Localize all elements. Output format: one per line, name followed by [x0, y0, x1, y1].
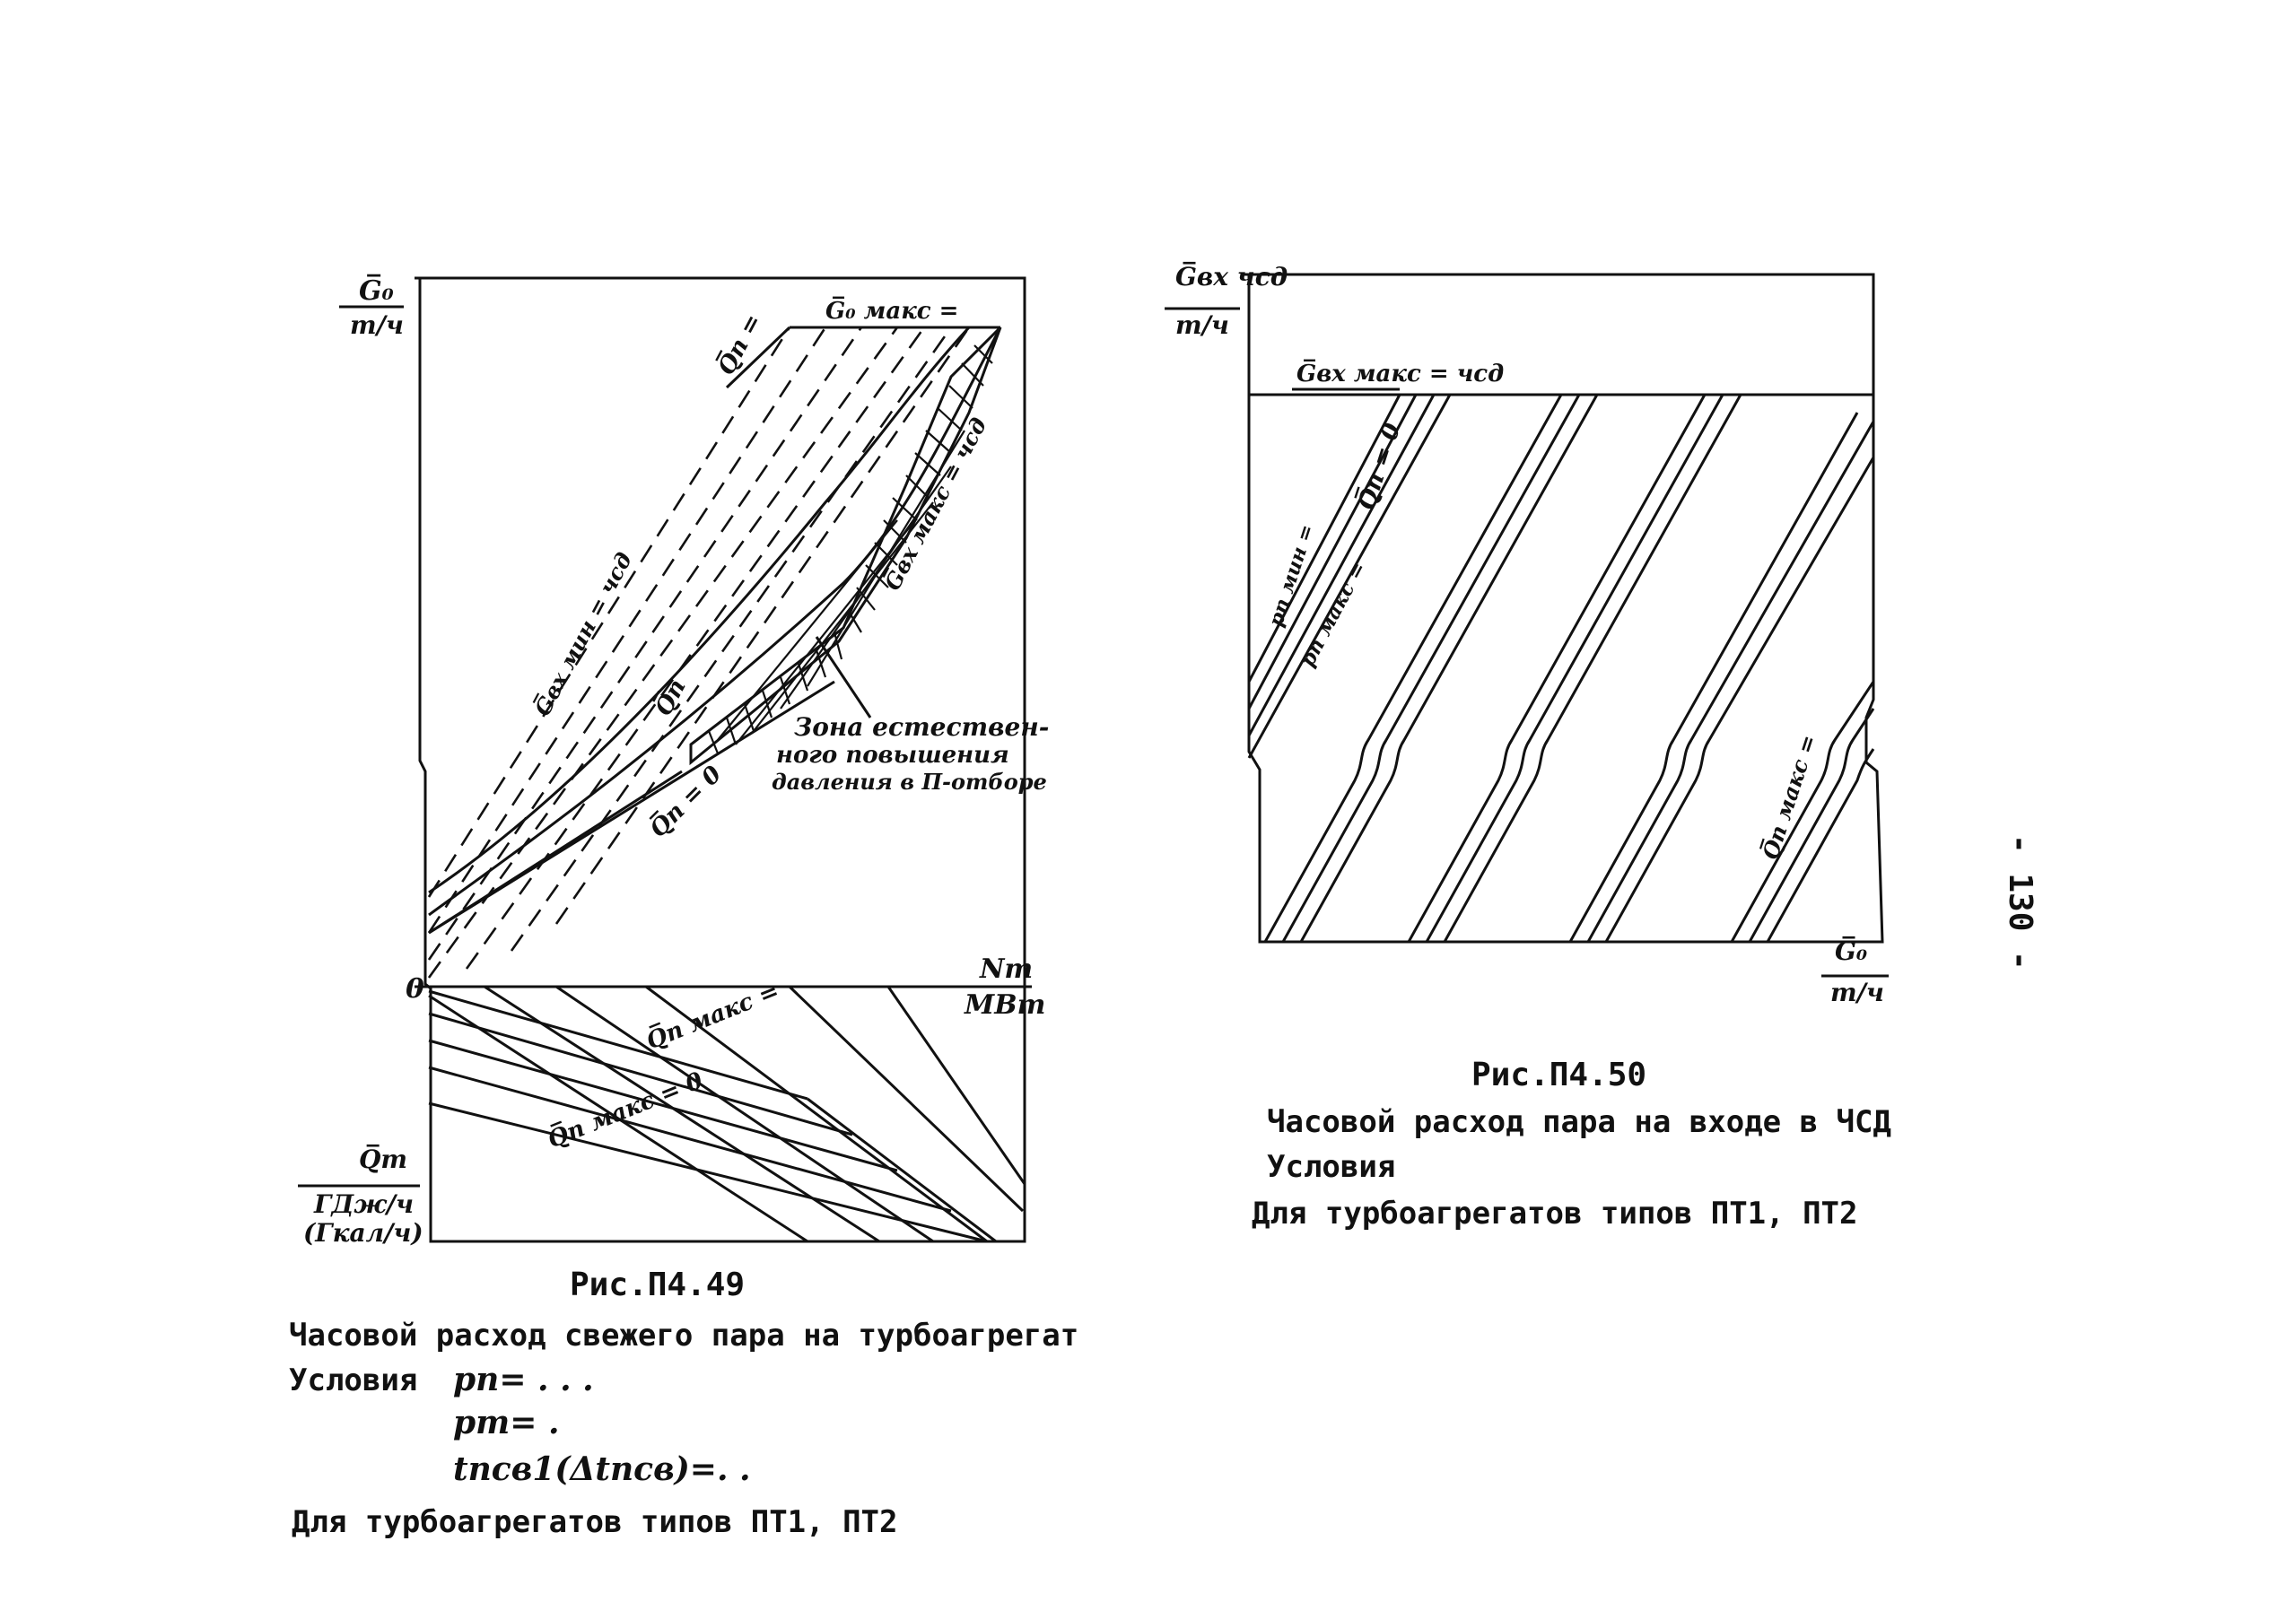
- fig50-caption-num: Рис.П4.50: [1471, 1057, 1647, 1093]
- fig49-gcsd-min-label: G̅вх мин = чсд: [528, 547, 638, 720]
- fig49-cond-3: tпсв1(Δtпсв)=. .: [453, 1450, 751, 1488]
- fig49-gcsd-max-label: G̅вх макс = чсд: [878, 413, 992, 595]
- fig49-qn-max-zero-label: Q̅п макс = 0: [544, 1067, 707, 1154]
- fig49-zone-line1: Зона естествен-: [794, 712, 1050, 742]
- fig49-cond-1: pп= . . .: [453, 1361, 594, 1398]
- fig49-q-axis-label: Q̅т: [359, 1145, 408, 1174]
- figure-p4-49: [289, 274, 1078, 1540]
- fig49-cond-label: Условия: [289, 1363, 418, 1398]
- fig50-y-axis-label: G̅вх чсд: [1175, 262, 1288, 292]
- fig50-top-label: G̅вх макс = чсд: [1296, 361, 1505, 387]
- fig49-caption-title: Часовой расход свежего пара на турбоагрегат: [289, 1318, 1079, 1354]
- fig50-pn-max-label: pп макс =: [1296, 558, 1371, 671]
- fig49-solid-lines: [429, 327, 1000, 933]
- fig49-qn-mid-label: Q̅п: [650, 675, 692, 721]
- fig49-x-axis-label: Nт: [980, 953, 1034, 985]
- fig50-qn-max-label: Q̅п макс =: [1757, 731, 1822, 863]
- fig50-caption-title: Часовой расход пара на входе в ЧСД: [1267, 1104, 1891, 1140]
- fig49-q-axis-unit-alt: (Гкал/ч): [303, 1218, 423, 1248]
- fig49-zone-line3: давления в П-отборе: [772, 769, 1047, 795]
- fig50-types: Для турбоагрегатов типов ПТ1, ПТ2: [1252, 1196, 1858, 1232]
- fig49-qn-max-lower-label: Q̅п макс =: [642, 978, 783, 1056]
- fig49-y-axis-label: G̅₀: [359, 275, 394, 307]
- fig50-x-axis-label: G̅₀: [1835, 936, 1868, 966]
- fig49-cond-2: pт= .: [453, 1404, 560, 1441]
- fig50-cond-label: Условия: [1267, 1149, 1396, 1185]
- fig49-origin: 0: [406, 973, 424, 1005]
- fig49-caption-num: Рис.П4.49: [570, 1267, 746, 1303]
- fig49-types: Для турбоагрегатов типов ПТ1, ПТ2: [292, 1504, 898, 1540]
- fig50-pn-min-label: pп мин =: [1263, 521, 1320, 630]
- fig50-x-axis-unit: т/ч: [1830, 978, 1884, 1007]
- fig49-y-axis-unit: т/ч: [350, 310, 404, 340]
- fig49-q-axis-unit: ГДж/ч: [314, 1189, 415, 1219]
- fig49-hatched-zone: [691, 327, 1000, 762]
- fig49-zone-line2: ного повышения: [776, 742, 1009, 769]
- fig50-qn-zero-label: Q̅п = 0: [1353, 420, 1407, 514]
- figure-p4-50: [1165, 261, 1891, 1232]
- fig49-g0-max-label: G̅₀ макс =: [825, 298, 959, 325]
- fig50-y-axis-unit: т/ч: [1175, 310, 1229, 340]
- fig49-x-axis-unit: МВт: [965, 989, 1046, 1021]
- fig49-qn-zero-label: Q̅п = 0: [644, 761, 728, 843]
- fig49-qn-eq-label: Q̅п =: [712, 309, 768, 380]
- page-number: - 130 -: [2002, 834, 2038, 971]
